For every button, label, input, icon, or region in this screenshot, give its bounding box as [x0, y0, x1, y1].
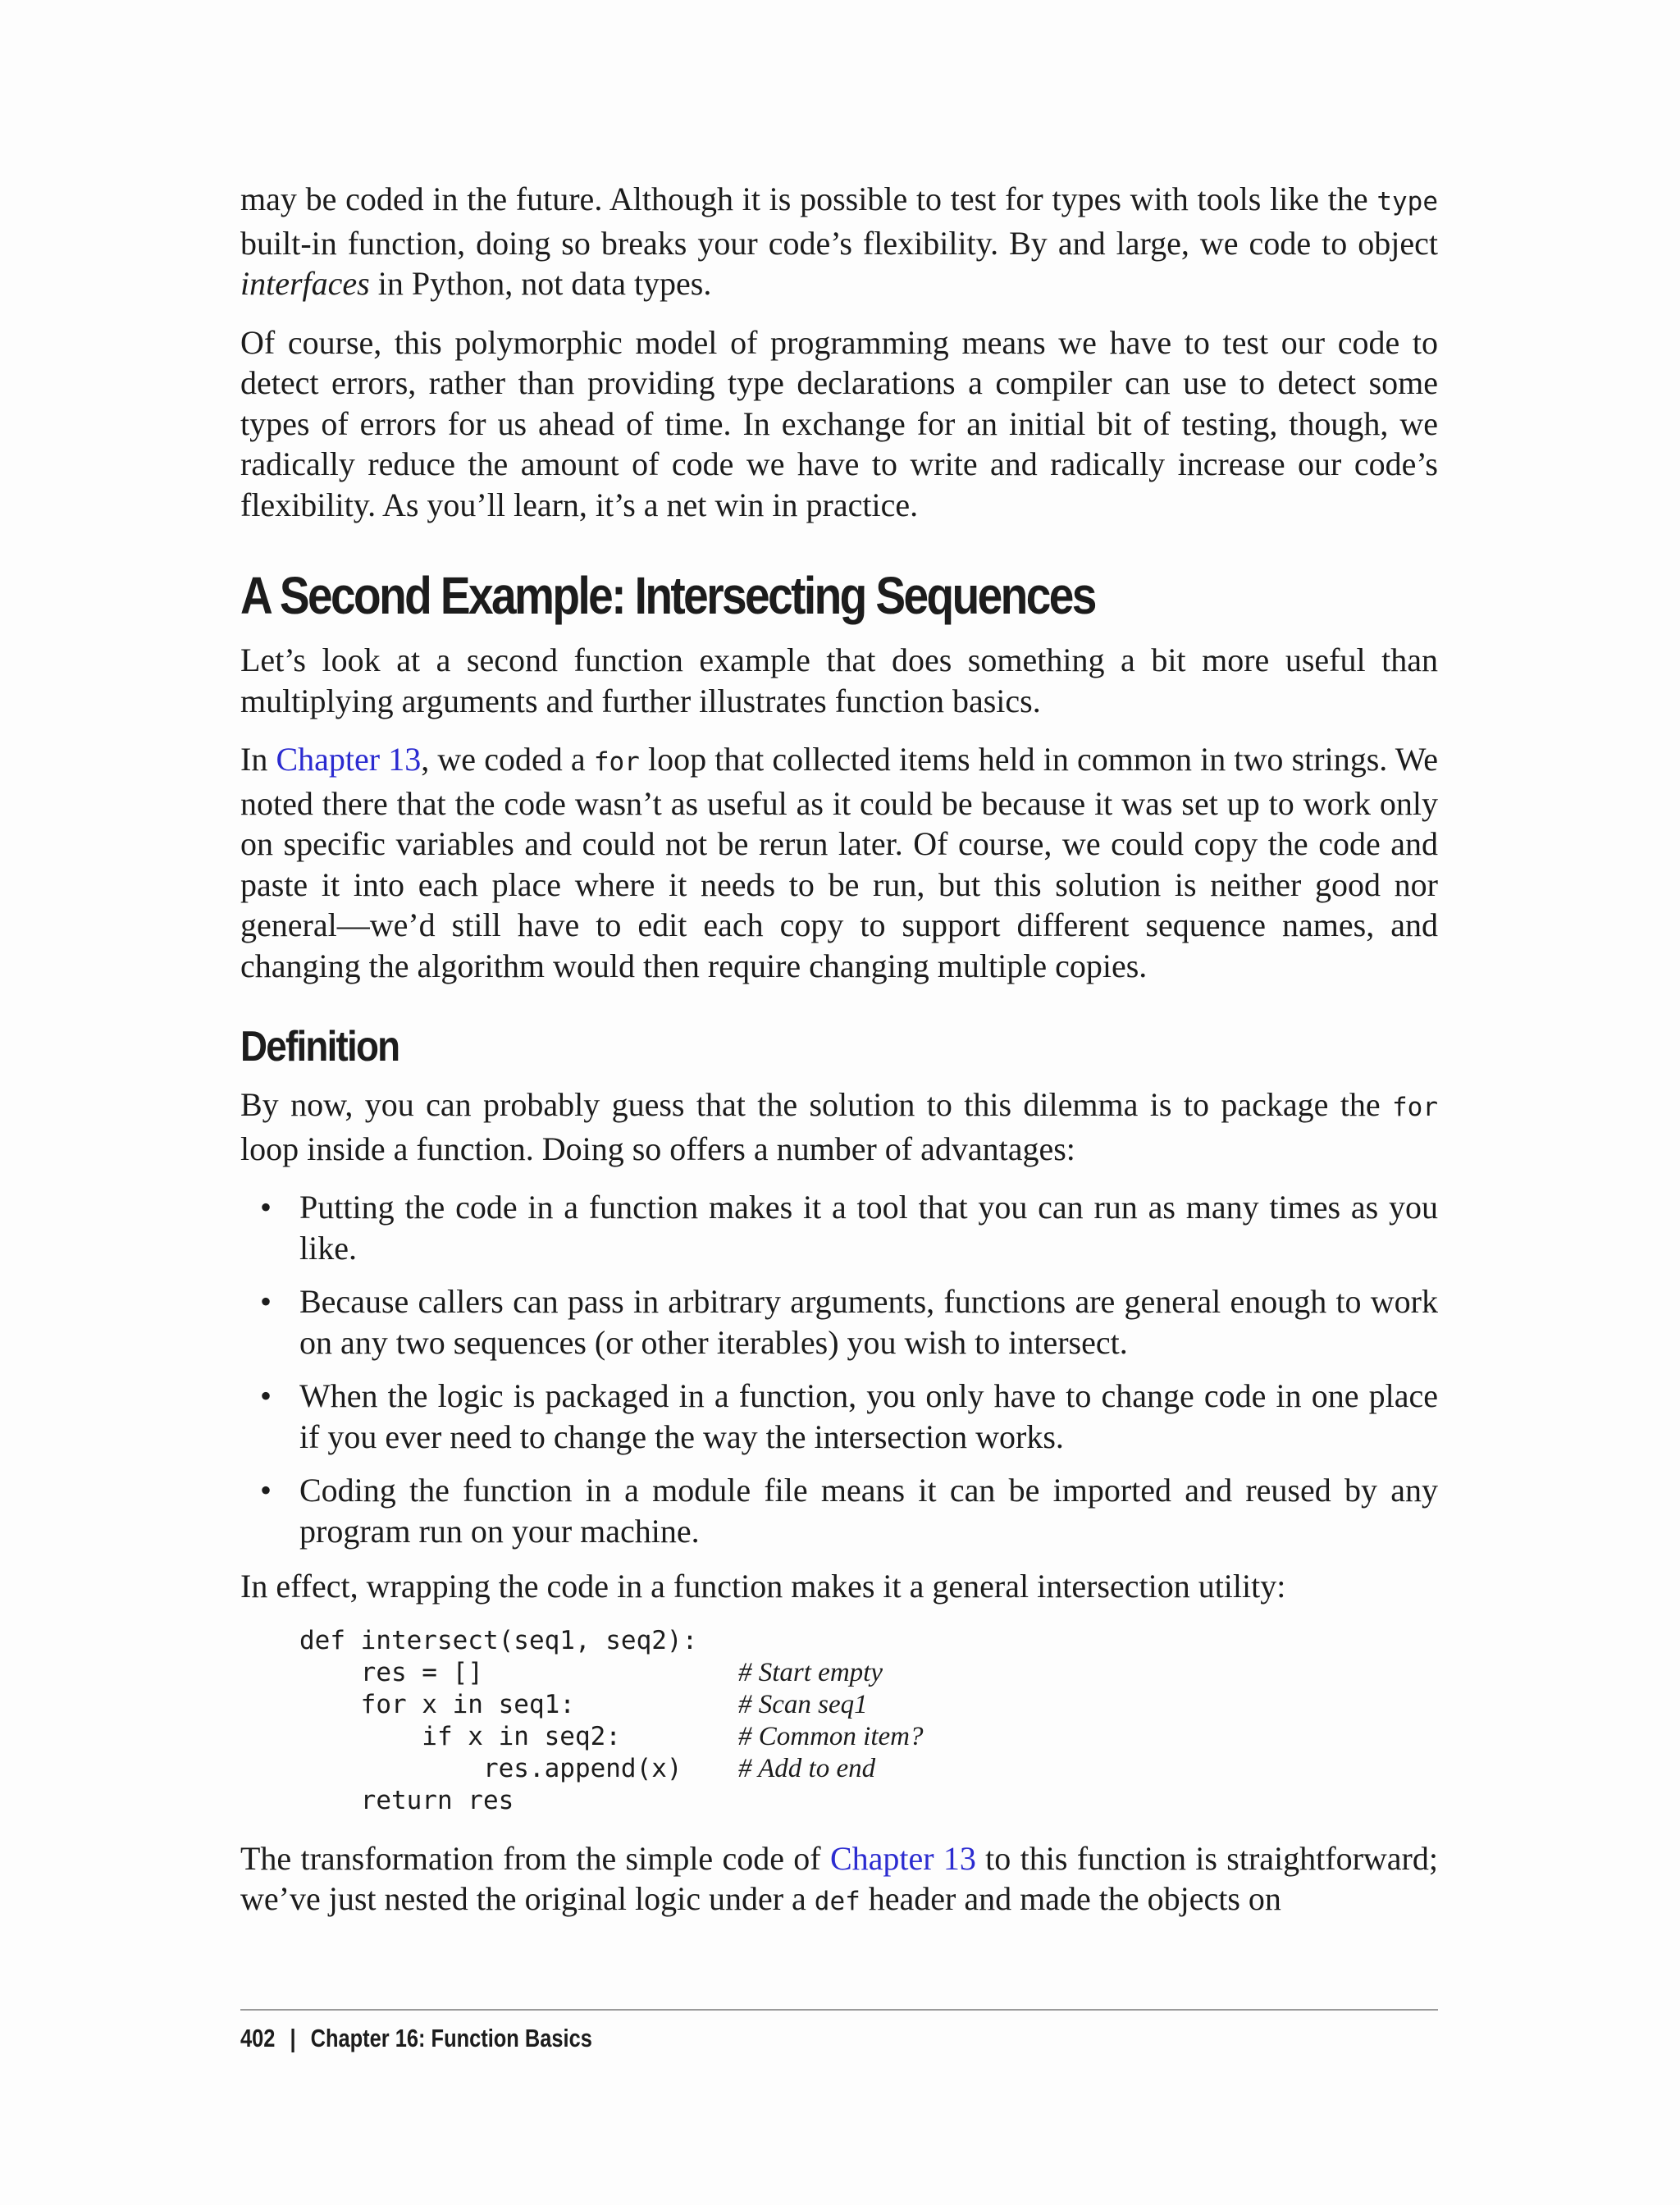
paragraph-transformation: The transformation from the simple code of Chapter 13 to this function is straightforward; we’ve just nested the original logic under a def header and made the objects on — [240, 1839, 1438, 1917]
chapter-13-link[interactable]: Chapter 13 — [829, 1839, 976, 1877]
inline-code-for: for — [593, 747, 640, 777]
footer-divider — [240, 2009, 1438, 2011]
paragraph-types: may be coded in the future. Although it is possible to test for types with tools like the type built-in function, doing so breaks your code’s flexibility. By and large, we code to object interfaces in Python, not data types. — [240, 180, 1438, 302]
chapter-13-link[interactable]: Chapter 13 — [276, 741, 422, 778]
page-footer — [240, 2023, 592, 2054]
list-item: • When the logic is packaged in a function, you only have to change code in one place if you ever need to change the way the intersection works. — [240, 1376, 1438, 1457]
list-item: • Because callers can pass in arbitrary arguments, functions are general enough to work on any two sequences (or other iterables) you wish to intersect. — [240, 1281, 1438, 1363]
paragraph-definition: By now, you can probably guess that the solution to this dilemma is to package the for loop inside a function. Doing so offers a number of advantages: — [240, 1086, 1438, 1167]
code-comment: # Start empty — [738, 1657, 883, 1687]
page-body — [240, 179, 1438, 1941]
paragraph-utility: In effect, wrapping the code in a function makes it a general intersection utility: — [240, 1568, 1286, 1605]
inline-code-def: def — [814, 1887, 861, 1916]
code-comment: # Add to end — [738, 1753, 876, 1783]
paragraph-intro: Let’s look at a second function example that does something a bit more useful than multiplying arguments and further illustrates function basics. — [240, 641, 1438, 719]
code-line: return res — [299, 1785, 514, 1815]
code-block — [299, 1625, 1438, 1817]
paragraph-chapter13: In Chapter 13, we coded a for loop that collected items held in common in two strings. We noted there that the code wasn’t as useful as it could be because it was set up to work only on specific variables and could not be rerun later. Of course, we could copy the code and paste it into each place where it needs to be run, but this solution is neither good nor general—we’d still have to edit each copy to support different sequence names, and changing the algorithm would then require changing multiple copies. — [240, 741, 1438, 984]
code-line: for x in seq1: # Scan seq1 — [299, 1689, 868, 1719]
subsection-heading: Definition — [240, 1023, 399, 1071]
list-item: • Coding the function in a module file means it can be imported and reused by any program run on your machine. — [240, 1470, 1438, 1551]
advantages-list — [240, 1187, 1438, 1551]
chapter-title: Chapter 16: Function Basics — [310, 2024, 592, 2052]
page-number: 402 — [240, 2024, 276, 2052]
section-heading: A Second Example: Intersecting Sequences — [240, 566, 1095, 625]
code-comment: # Common item? — [738, 1721, 924, 1751]
emphasis-interfaces: interfaces — [240, 265, 370, 302]
inline-code-type: type — [1376, 187, 1438, 217]
code-line: res = [] # Start empty — [299, 1657, 883, 1687]
code-line: res.append(x) # Add to end — [299, 1753, 876, 1783]
paragraph-polymorphism: Of course, this polymorphic model of programming means we have to test our code to detect errors, rather than providing type declarations a compiler can use to detect some types of errors for us ahead of time. In exchange for an initial bit of testing, though, we radically reduce the amount of code we have to write and radically increase our code’s flexibility. As you’ll learn, it’s a net win in practice. — [240, 323, 1438, 523]
code-line: def intersect(seq1, seq2): — [299, 1625, 698, 1655]
code-comment: # Scan seq1 — [738, 1689, 868, 1719]
code-line: if x in seq2: # Common item? — [299, 1721, 924, 1751]
list-item: • Putting the code in a function makes it a tool that you can run as many times as you like. — [240, 1187, 1438, 1268]
inline-code-for: for — [1392, 1093, 1438, 1122]
footer-separator: | — [290, 2024, 296, 2052]
